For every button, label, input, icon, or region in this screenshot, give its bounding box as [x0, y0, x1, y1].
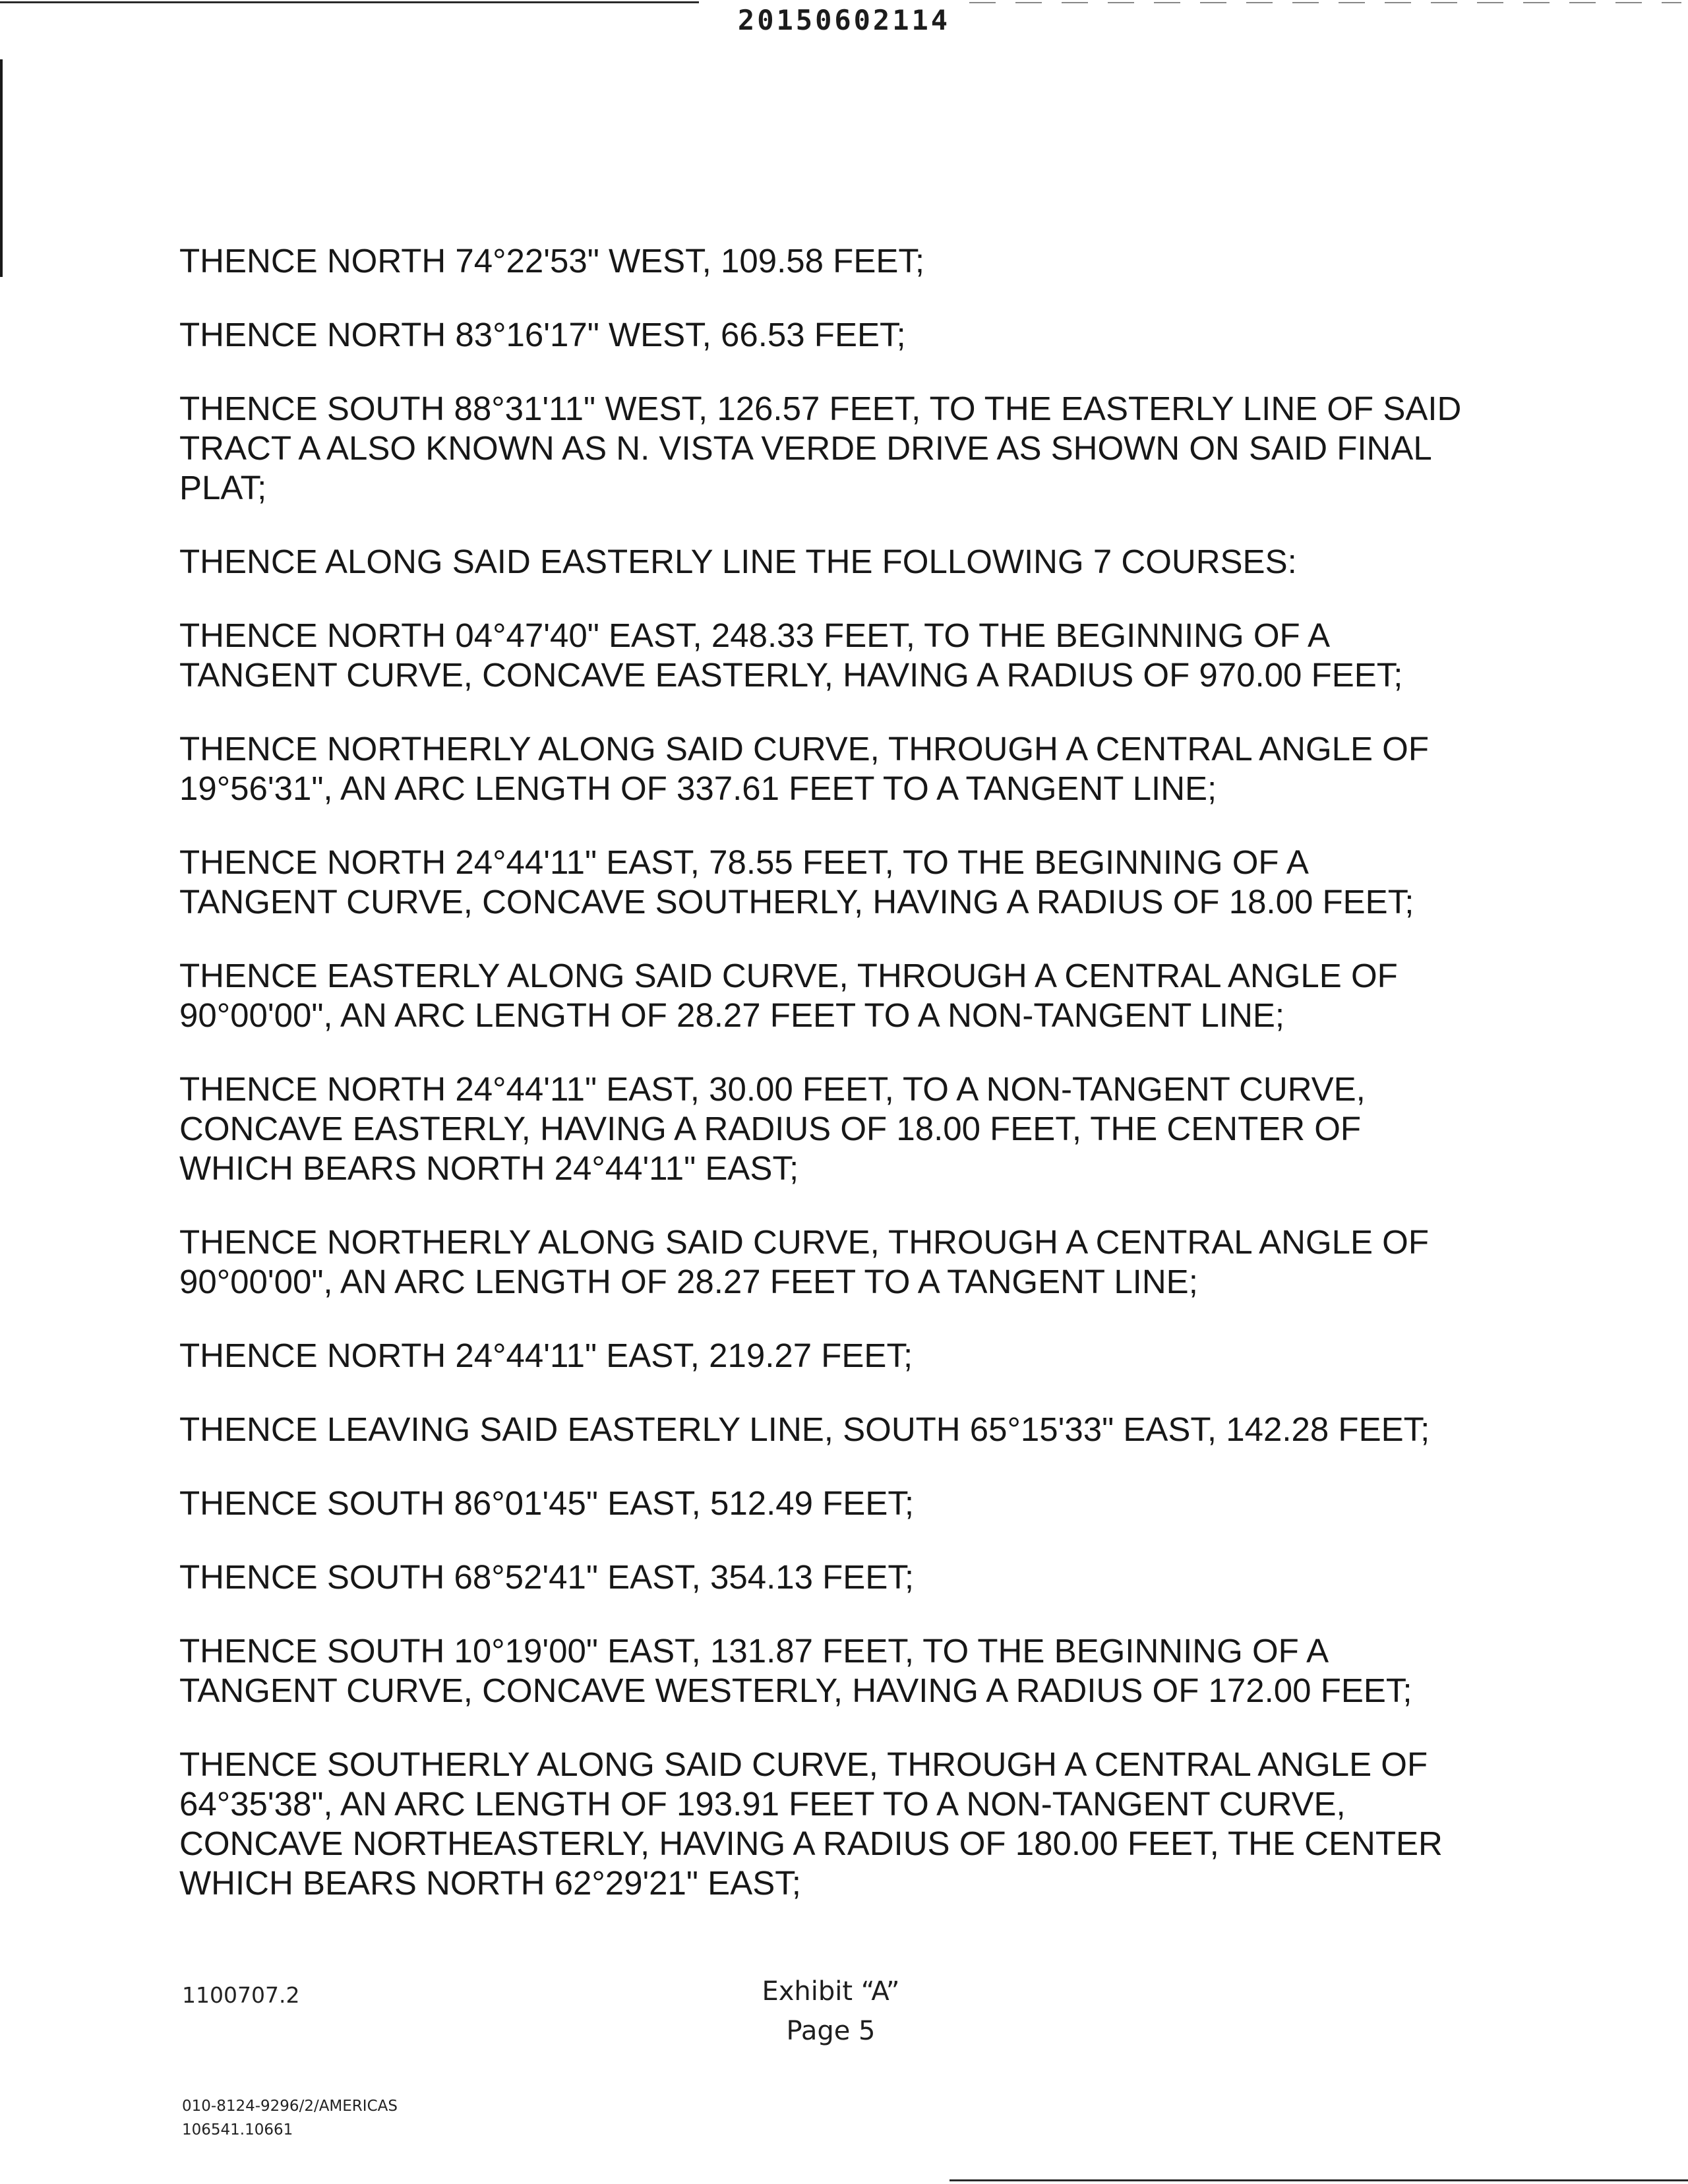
scan-border-left	[0, 59, 3, 277]
footer-exhibit-block	[692, 1972, 969, 2051]
course-paragraph: THENCE NORTH 24°44'11" EAST, 78.55 FEET, TO THE BEGINNING OF A TANGENT CURVE, CONCAVE SOUTHERLY, HAVING A RADIUS OF 18.00 FEET;	[179, 843, 1414, 921]
page-number: Page 5	[786, 2016, 876, 2046]
scan-border-top-dashed	[969, 2, 1681, 3]
footer-doc-ref: 1100707.2	[182, 1982, 300, 2008]
course-paragraph: THENCE LEAVING SAID EASTERLY LINE, SOUTH 65°15'33" EAST, 142.28 FEET;	[179, 1410, 1430, 1448]
scan-border-top	[0, 1, 699, 3]
course-paragraph: THENCE SOUTH 88°31'11" WEST, 126.57 FEET, TO THE EASTERLY LINE OF SAID TRACT A ALSO KNOWN AS N. VISTA VERDE DRIVE AS SHOWN ON SAID FINAL PLAT;	[179, 390, 1462, 506]
scan-border-bottom	[950, 2179, 1688, 2181]
course-paragraph: THENCE NORTH 24°44'11" EAST, 30.00 FEET, TO A NON-TANGENT CURVE, CONCAVE EASTERLY, HAVING A RADIUS OF 18.00 FEET, THE CENTER OF WHICH BEARS NORTH 24°44'11" EAST;	[179, 1070, 1366, 1187]
course-paragraph: THENCE ALONG SAID EASTERLY LINE THE FOLLOWING 7 COURSES:	[179, 543, 1297, 580]
course-paragraph: THENCE NORTH 83°16'17" WEST, 66.53 FEET;	[179, 316, 906, 353]
course-paragraph: THENCE NORTHERLY ALONG SAID CURVE, THROUGH A CENTRAL ANGLE OF 19°56'31", AN ARC LENGTH OF 337.61 FEET TO A TANGENT LINE;	[179, 730, 1429, 807]
course-paragraph: THENCE SOUTHERLY ALONG SAID CURVE, THROUGH A CENTRAL ANGLE OF 64°35'38", AN ARC LENGTH OF 193.91 FEET TO A NON-TANGENT CURVE, CONCAVE NORTHEASTERLY, HAVING A RADIUS OF 180.00 FEET, THE CENTER WHICH BEARS NORTH 62°29'21" EAST;	[179, 1745, 1443, 1902]
footer-code-line: 010-8124-9296/2/AMERICAS	[182, 2098, 398, 2115]
course-paragraph: THENCE EASTERLY ALONG SAID CURVE, THROUGH A CENTRAL ANGLE OF 90°00'00", AN ARC LENGTH OF 28.27 FEET TO A NON-TANGENT LINE;	[179, 957, 1398, 1034]
legal-description	[179, 241, 1630, 1937]
recording-number: 20150602114	[737, 4, 951, 36]
footer-codes	[182, 2094, 398, 2142]
exhibit-label: Exhibit “A”	[762, 1976, 900, 2007]
course-paragraph: THENCE NORTH 04°47'40" EAST, 248.33 FEET, TO THE BEGINNING OF A TANGENT CURVE, CONCAVE EASTERLY, HAVING A RADIUS OF 970.00 FEET;	[179, 617, 1403, 694]
footer-code-line: 106541.10661	[182, 2121, 293, 2138]
course-paragraph: THENCE SOUTH 68°52'41" EAST, 354.13 FEET;	[179, 1558, 915, 1596]
course-paragraph: THENCE NORTHERLY ALONG SAID CURVE, THROUGH A CENTRAL ANGLE OF 90°00'00", AN ARC LENGTH OF 28.27 FEET TO A TANGENT LINE;	[179, 1223, 1429, 1300]
course-paragraph: THENCE NORTH 24°44'11" EAST, 219.27 FEET;	[179, 1337, 913, 1374]
course-paragraph: THENCE SOUTH 10°19'00" EAST, 131.87 FEET, TO THE BEGINNING OF A TANGENT CURVE, CONCAVE WESTERLY, HAVING A RADIUS OF 172.00 FEET;	[179, 1632, 1412, 1709]
course-paragraph: THENCE SOUTH 86°01'45" EAST, 512.49 FEET;	[179, 1484, 915, 1522]
course-paragraph: THENCE NORTH 74°22'53" WEST, 109.58 FEET;	[179, 242, 925, 280]
